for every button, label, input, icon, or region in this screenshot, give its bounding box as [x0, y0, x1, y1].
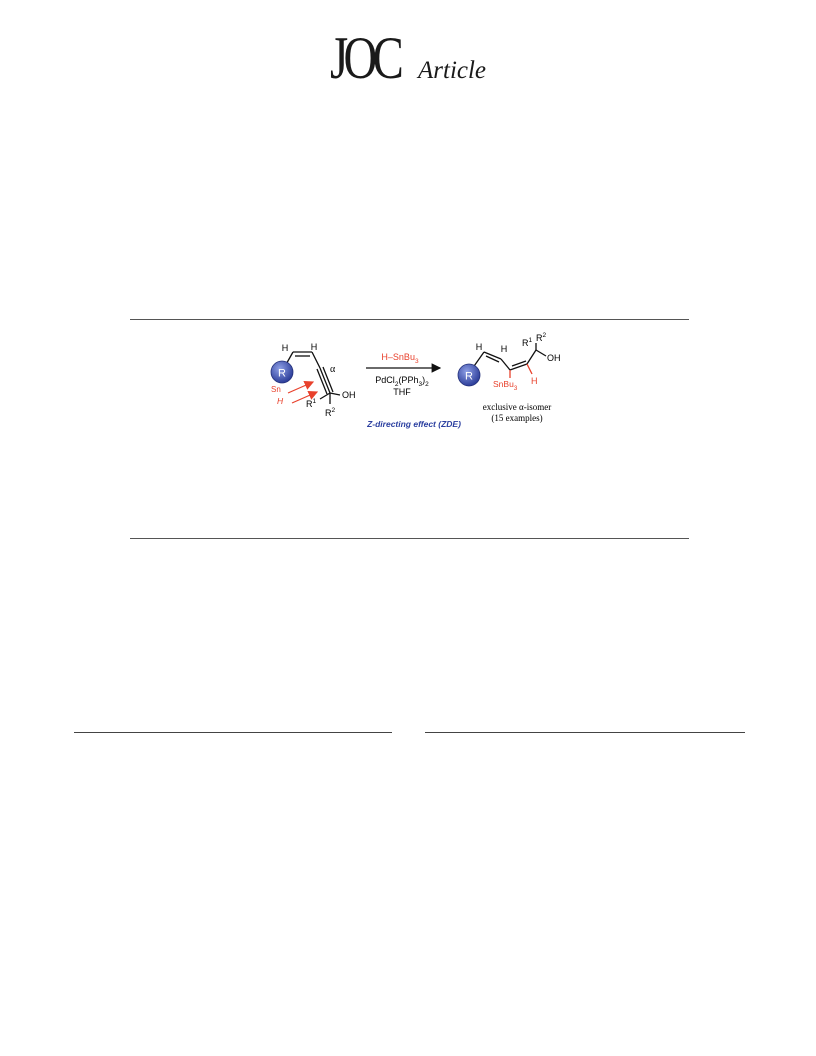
substrate-h-right: H [310, 342, 318, 352]
product-r2: $R^2$ [536, 332, 547, 343]
left-column-rule [74, 732, 392, 733]
hydride-reagent: H–SnBu$_3$ [381, 352, 419, 365]
product-h-vinyl: H [531, 376, 538, 386]
abstract-top-rule [130, 319, 689, 320]
solvent: THF [393, 387, 411, 397]
right-column-rule [425, 732, 745, 733]
substrate-r2: $R^2$ [325, 407, 336, 418]
h-arrow-label: H [277, 396, 284, 406]
product-r1: $R^1$ [522, 337, 533, 348]
sn-arrow [288, 382, 313, 393]
product-h-right: H [500, 344, 508, 354]
catalyst: $PdCl_2(PPh_3)_2$ [375, 375, 429, 388]
product-h-left: H [475, 342, 483, 352]
product-structure [472, 343, 546, 370]
section-label: Article [418, 57, 487, 84]
product-snbu3: SnBu$_3$ [493, 379, 518, 392]
alpha-label: α [330, 364, 336, 375]
product-caption-line1: exclusive α-isomer [482, 402, 552, 412]
vinyl-h-bond [527, 364, 532, 374]
abstract-bottom-rule [130, 538, 689, 539]
graphical-abstract [250, 330, 610, 458]
substrate-ring-label: R [278, 367, 286, 380]
product-ring-label: R [465, 370, 473, 383]
journal-logo [330, 22, 530, 94]
product-caption-line2: (15 examples) [491, 413, 543, 423]
journal-logo-text: JOC [330, 25, 400, 91]
sn-arrow-label: Sn [271, 385, 281, 394]
effect-caption: Z-directing effect (ZDE) [367, 419, 461, 429]
product-oh: OH [547, 353, 561, 363]
substrate-h-left: H [281, 343, 289, 353]
substrate-r1: $R^1$ [306, 398, 317, 409]
substrate-structure [284, 352, 340, 404]
substrate-oh: OH [342, 390, 356, 400]
